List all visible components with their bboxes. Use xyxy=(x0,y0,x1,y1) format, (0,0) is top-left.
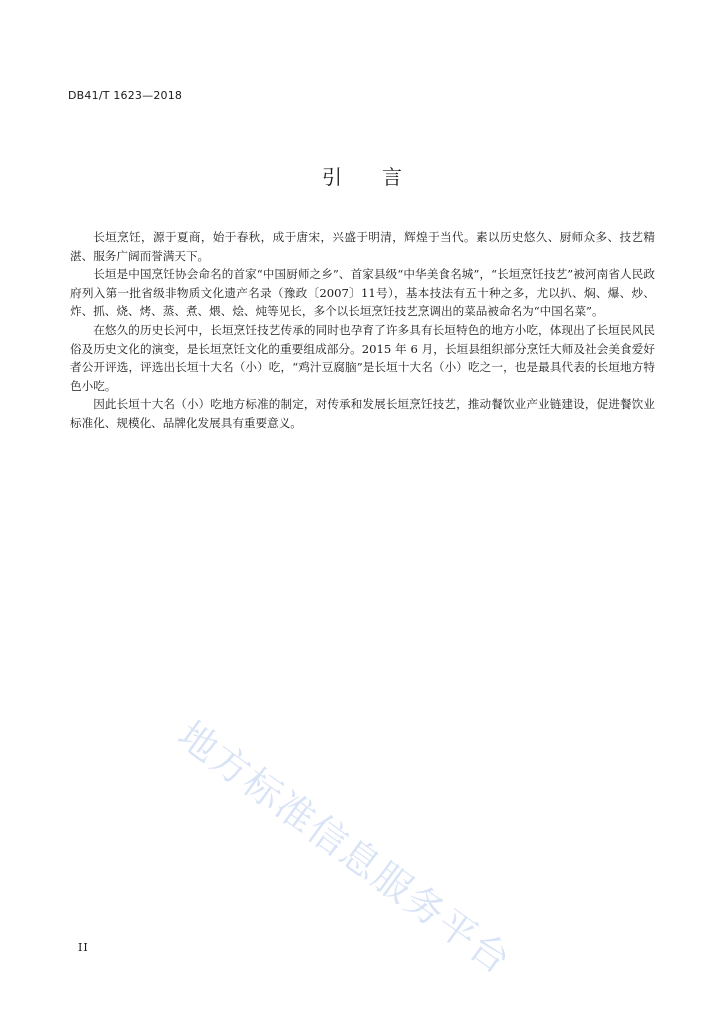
paragraph-3: 在悠久的历史长河中，长垣烹饪技艺传承的同时也孕育了许多具有长垣特色的地方小吃，体现出了长垣民风民俗及历史文化的演变，是长垣烹饪文化的重要组成部分。2015 年 6 月，长垣县组织部分烹饪大师及社会美食爱好者公开评选，评选出长垣十大名（小）吃，“鸡汁豆腐脑”是长垣十大名（小）吃之一，也是最具代表的长垣地方特色小吃。 xyxy=(70,322,655,393)
watermark: 地方标准信息服务平台 xyxy=(170,712,520,984)
paragraph-1: 长垣烹饪，源于夏商，始于春秋，成于唐宋，兴盛于明清，辉煌于当代。素以历史悠久、厨师众多、技艺精湛、服务广阔而誉满天下。 xyxy=(70,230,655,263)
paragraph-4: 因此长垣十大名（小）吃地方标准的制定，对传承和发展长垣烹饪技艺，推动餐饮业产业链建设，促进餐饮业标准化、规模化、品牌化发展具有重要意义。 xyxy=(70,397,655,430)
title-char-1: 引 xyxy=(322,165,342,189)
document-code: DB41/T 1623—2018 xyxy=(68,89,183,102)
title-char-2: 言 xyxy=(382,165,402,189)
introduction-body xyxy=(70,228,655,433)
paragraph-2: 长垣是中国烹饪协会命名的首家“中国厨师之乡”、首家县级“中华美食名城”，“长垣烹饪技艺”被河南省人民政府列入第一批省级非物质文化遗产名录（豫政〔2007〕11号），基本技法有五十种之多，尤以扒、焖、爆、炒、炸、抓、烧、烤、蒸、煮、煨、烩、炖等见长，多个以长垣烹饪技艺烹调出的菜品被命名为“中国名菜”。 xyxy=(70,267,655,319)
page-title xyxy=(0,161,724,190)
page-number: II xyxy=(78,941,89,954)
